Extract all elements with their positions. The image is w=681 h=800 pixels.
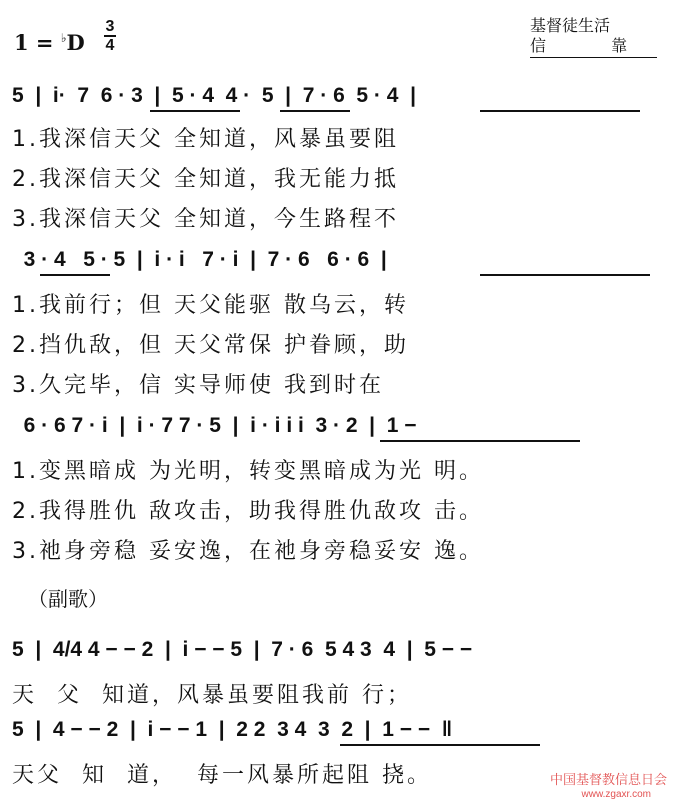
chorus-label: （副歌）: [28, 587, 108, 611]
lyric-line-1-2: 2.我深信天父 全知道，我无能力抵: [12, 167, 399, 192]
watermark: 中国基督教信息日会: [549, 773, 667, 788]
beam-line: [380, 440, 580, 442]
time-signature: [104, 18, 116, 54]
watermark-url: www.zgaxr.com: [581, 789, 651, 800]
lyric-line-1-1: 1.我深信天父 全知道，风暴虽要阻: [12, 127, 399, 152]
lyric-line-2-1: 1.我前行；但 天父能驱 散乌云，转: [12, 293, 409, 318]
beam-line: [340, 744, 540, 746]
flat-symbol: ♭: [60, 31, 67, 45]
beam-line: [280, 110, 350, 112]
lyric-line-3-1: 1.变黑暗成 为光明，转变黑暗成为光 明。: [12, 459, 484, 484]
time-top: 3: [105, 18, 115, 35]
chorus-lyric-2: 天父 知 道， 每一风暴所起阻 挠。: [12, 763, 432, 788]
key-signature: [14, 30, 85, 55]
credit-title: 信 靠: [530, 36, 658, 55]
chorus-notation-1: 5 | 4/4 4 − − 2 | i − − 5 | 7 · 6 5 4 3 4 | 5 − −: [12, 638, 473, 661]
beam-line: [150, 110, 240, 112]
time-bottom: 4: [105, 37, 115, 54]
key-note: D: [66, 30, 85, 55]
lyric-line-2-3: 3.久完毕，信 实导师使 我到时在: [12, 373, 384, 398]
beam-line: [480, 274, 650, 276]
song-credit: [530, 16, 657, 58]
chorus-notation-2: 5 | 4 − − 2 | i − − 1 | 2 2 3 4 3 2 | 1 − − ‖: [12, 718, 453, 741]
notation-line-3: 6 · 6 7 · i | i · 7 7 · 5 | i · i i i 3 · 2 | 1 −: [12, 414, 417, 437]
key-prefix: 1 =: [14, 30, 61, 55]
beam-line: [40, 274, 110, 276]
credit-source: 基督徒生活: [530, 16, 611, 35]
beam-line: [480, 110, 640, 112]
lyric-line-1-3: 3.我深信天父 全知道，今生路程不: [12, 207, 399, 232]
lyric-line-3-3: 3.祂身旁稳 妥安逸，在祂身旁稳妥安 逸。: [12, 539, 484, 564]
lyric-line-2-2: 2.挡仇敌，但 天父常保 护眷顾，助: [12, 333, 409, 358]
lyric-line-3-2: 2.我得胜仇 敌攻击，助我得胜仇敌攻 击。: [12, 499, 484, 524]
notation-line-2: 3 · 4 5 · 5 | i · i 7 · i | 7 · 6 6 · 6 |: [12, 248, 387, 271]
notation-line-1: 5 | i· 7 6 · 3 | 5 · 4 4 · 5 | 7 · 6 5 · 4 |: [12, 84, 416, 107]
chorus-lyric-1: 天 父 知道，风暴虽要阻我前 行；: [12, 683, 412, 708]
